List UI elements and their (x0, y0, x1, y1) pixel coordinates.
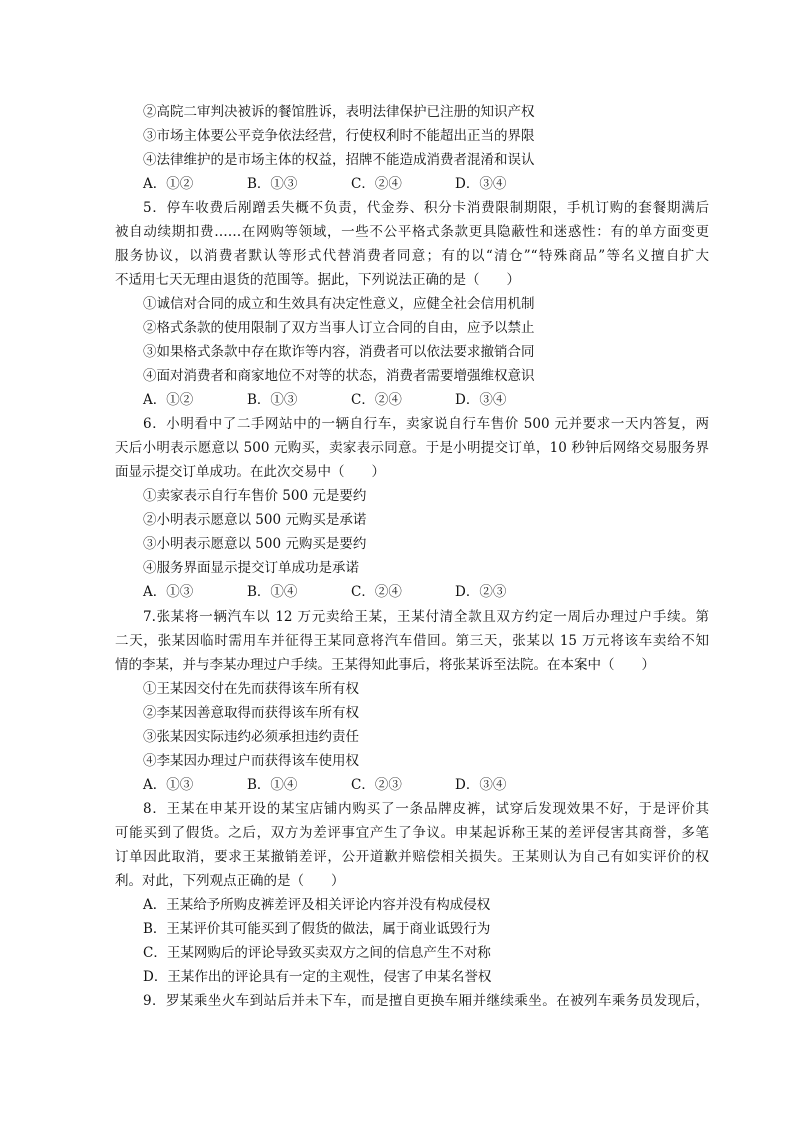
q6-choice-b[interactable]: B．①④ (247, 584, 298, 600)
q7-option-1: ①王某因交付在先而获得该车所有权 (143, 681, 359, 697)
q4-choice-c[interactable]: C．②④ (351, 176, 402, 192)
q5-option-1: ①诚信对合同的成立和生效具有决定性意义，应健全社会信用机制 (143, 296, 535, 312)
q5-stem-line-1: 5．停车收费后剐蹭丢失概不负责，代金券、积分卡消费限制期限，手机订购的套餐期满后 (143, 200, 709, 216)
q5-choice-d[interactable]: D．③④ (455, 392, 507, 408)
q4-choice-d[interactable]: D．③④ (455, 176, 507, 192)
q5-stem-line-2: 被自动续期扣费……在网购等领域，一些不公平格式条款更具隐蔽性和迷惑性：有的单方面变更 (115, 224, 709, 240)
q5-stem-line-4: 不适用七天无理由退货的范围等。据此，下列说法正确的是（ ） (115, 272, 520, 288)
q6-stem-line-1: 6．小明看中了二手网站中的一辆自行车，卖家说自行车售价 500 元并要求一天内答复，两 (143, 416, 709, 432)
q6-stem-line-2: 天后小明表示愿意以 500 元购买，卖家表示同意。于是小明提交订单，10 秒钟后网络交易服务界 (115, 440, 709, 456)
q7-option-4: ④李某因办理过户而获得该车使用权 (143, 753, 359, 769)
q8-option-d[interactable]: D．王某作出的评论具有一定的主观性，侵害了申某名誉权 (143, 969, 492, 985)
q6-choice-a[interactable]: A．①③ (143, 584, 194, 600)
q7-stem-line-2: 二天，张某因临时需用车并征得王某同意将汽车借回。第三天，张某以 15 万元将该车卖给不知 (115, 633, 709, 649)
q7-stem-line-1: 7.张某将一辆汽车以 12 万元卖给王某，王某付清全款且双方约定一周后办理过户手续。第 (143, 609, 709, 625)
q7-stem-line-3: 情的李某，并与李某办理过户手续。王某得知此事后，将张某诉至法院。在本案中（ ） (115, 657, 655, 673)
q5-choice-a[interactable]: A．①② (143, 392, 194, 408)
q6-choice-c[interactable]: C．②④ (351, 584, 402, 600)
q5-choice-c[interactable]: C．②④ (351, 392, 402, 408)
q8-option-b[interactable]: B．王某评价其可能买到了假货的做法，属于商业诋毁行为 (143, 921, 491, 937)
q5-option-2: ②格式条款的使用限制了双方当事人订立合同的自由，应予以禁止 (143, 320, 535, 336)
q7-option-2: ②李某因善意取得而获得该车所有权 (143, 705, 359, 721)
q5-choice-b[interactable]: B．①③ (247, 392, 298, 408)
q7-choice-a[interactable]: A．①③ (143, 777, 194, 793)
q6-option-3: ③小明表示愿意以 500 元购买是要约 (143, 536, 367, 552)
q8-option-a[interactable]: A．王某给予所购皮裤差评及相关评论内容并没有构成侵权 (143, 897, 491, 913)
q6-option-4: ④服务界面显示提交订单成功是承诺 (143, 560, 359, 576)
q8-stem-line-2: 可能买到了假货。之后，双方为差评事宜产生了争议。申某起诉称王某的差评侵害其商誉，多笔 (115, 825, 709, 841)
q5-option-4: ④面对消费者和商家地位不对等的状态，消费者需要增强维权意识 (143, 368, 535, 384)
q6-option-1: ①卖家表示自行车售价 500 元是要约 (143, 488, 367, 504)
q6-option-2: ②小明表示愿意以 500 元购买是承诺 (143, 512, 367, 528)
q7-option-3: ③张某因实际违约必须承担违约责任 (143, 729, 359, 745)
q7-choice-c[interactable]: C．②③ (351, 777, 402, 793)
q6-choices (143, 580, 709, 604)
q4-option-2: ②高院二审判决被诉的餐馆胜诉，表明法律保护已注册的知识产权 (143, 104, 535, 120)
q4-choice-a[interactable]: A．①② (143, 176, 194, 192)
q9-stem-line-1: 9．罗某乘坐火车到站后并未下车，而是擅自更换车厢并继续乘坐。在被列车乘务员发现后， (143, 993, 709, 1009)
q8-stem-line-3: 订单因此取消，要求王某撤销差评，公开道歉并赔偿相关损失。王某则认为自己有如实评价的权 (115, 849, 709, 865)
q8-stem-line-4: 利。对此，下列观点正确的是（ ） (115, 873, 345, 889)
q4-choices (143, 172, 709, 196)
q5-option-3: ③如果格式条款中存在欺诈等内容，消费者可以依法要求撤销合同 (143, 344, 535, 360)
q7-choice-b[interactable]: B．①④ (247, 777, 298, 793)
q6-stem-line-3: 面显示提交订单成功。在此次交易中（ ） (115, 464, 385, 480)
q5-choices (143, 388, 709, 412)
q8-option-c[interactable]: C．王某网购后的评论导致买卖双方之间的信息产生不对称 (143, 945, 491, 961)
q4-option-3: ③市场主体要公平竞争依法经营，行使权利时不能超出正当的界限 (143, 128, 535, 144)
q4-choice-b[interactable]: B．①③ (247, 176, 298, 192)
q5-stem-line-3: 服务协议，以消费者默认等形式代替消费者同意；有的以“清仓”“特殊商品”等名义擅自扩大 (115, 248, 709, 264)
q7-choice-d[interactable]: D．③④ (455, 777, 507, 793)
q7-choices (143, 773, 709, 797)
q6-choice-d[interactable]: D．②③ (455, 584, 507, 600)
q4-option-4: ④法律维护的是市场主体的权益，招牌不能造成消费者混淆和误认 (143, 152, 535, 168)
q8-stem-line-1: 8．王某在申某开设的某宝店铺内购买了一条品牌皮裤，试穿后发现效果不好，于是评价其 (143, 801, 709, 817)
